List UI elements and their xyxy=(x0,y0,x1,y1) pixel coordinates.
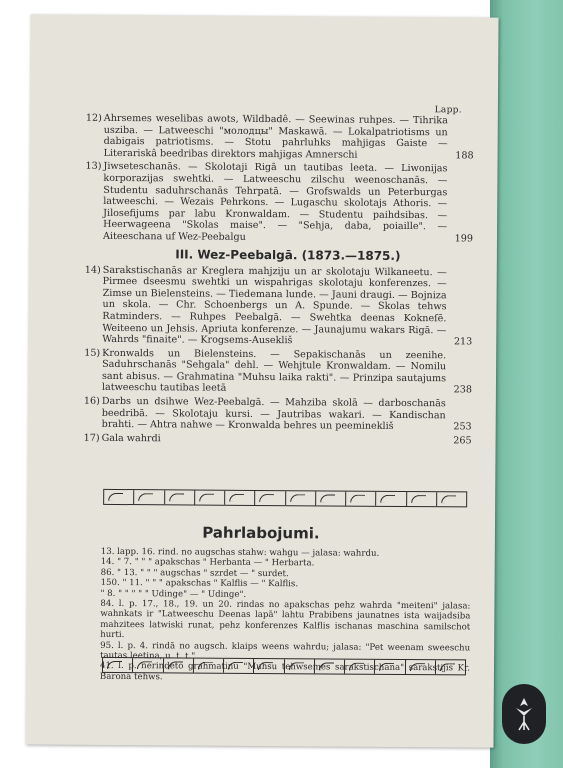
page-column-label: Lapp. xyxy=(434,105,462,116)
toc-entry-text: Gala wahrdi xyxy=(101,432,161,445)
toc-entry-text: Sarakstischanās ar Kreglera mahjziju un ar skolotaju Wilkaneetu. — Pirmee dseesmu swehtki un wispahrigas skolotaju konferenzes. — Zimse un Bielensteins. — Tiedemana lunde. — Jauni draugi. — Bojniza un skola. — Chr. Schoenbergs un A. Spunde. — Skolas tehws Ratminders. — Ruhpes Peebalgā. — Swehtka deenas Kokneſē. Weiteeno un Jehsis. Apriuta konferenze. — Jaunajumu wakars Rigā. — Wahrds "finaite". — Krogsems-Ausekliš xyxy=(102,264,447,347)
errata-row: 86. " 13. " " " augschas " szrdet — " surdet. xyxy=(100,567,289,580)
watermark-logo-icon xyxy=(502,684,546,744)
toc-entry-number: 13) xyxy=(85,161,102,173)
toc-entry xyxy=(83,395,472,433)
errata-row: " 8. " " " " " Udinge" — " Udinge". xyxy=(100,588,247,600)
errata-row: 150. " 11. " " " apakschas " Kalflis — " Kalflis. xyxy=(100,578,299,590)
toc-entry xyxy=(84,347,472,397)
toc-entry-text: Darbs un dsihwe Wez-Peebalgā. — Mahziba skolā — darboschanās beedribā. — Skolotaju kursi. — Jautribas wakari. — Kandischan brahti. — Ahtra nahwe — Kronwalda behres un peeminekliš xyxy=(101,395,446,433)
toc-entry-page: 265 xyxy=(453,435,472,447)
toc-entry xyxy=(83,432,472,447)
ornamental-border-bottom xyxy=(102,657,466,676)
toc-entry-page: 188 xyxy=(455,150,474,162)
toc-entry-text: Jiwseteschanās. — Skolotaji Rigā un tautibas leeta. — Liwonijas korporazijas swehtki. — Latweeschu zilschu weenoschanās. — Studentu saduhrschanās Tehrpatā. — Grofswalds un Peterburgas latweeschi. — Wezais Pehrkons. — Lugaschu skolotajs Athoris. — Jilosefijums par labu Kronwaldam. — Studentu paihdsibas. — Heerwageena "Skolas maise". — "Sehja, daba, poiaille". — Aiteeschana uf Wez-Peebalgu xyxy=(102,161,448,243)
errata-row: 95. l. p. 4. rindā no augsch. klaips weens wahrdu; jalasa: "Pet weenam sweeschu tautas leetina, u. t. t." xyxy=(100,640,471,662)
green-cover xyxy=(490,0,563,768)
book-page xyxy=(25,14,498,747)
ornamental-border-top xyxy=(103,489,467,508)
errata-row: 14. " 7. " " " apakschas " Herbanta — " Herbarta. xyxy=(100,557,315,569)
toc-entry xyxy=(85,112,474,162)
toc-entry-page: 238 xyxy=(453,384,472,396)
toc-entry-number: 15) xyxy=(84,347,101,359)
toc-entry-number: 12) xyxy=(85,112,102,124)
toc-entry-page: 199 xyxy=(454,233,474,245)
toc-entry-number: 14) xyxy=(84,264,101,276)
toc-entry-text: Kronwalds un Bielensteins. — Sepakischanās un zeenihe. Saduhrschanās "Sehgala" dehl. — Wehjtule Kronwaldam. — Nomilu sant abisus. — Grahmatina "Muhsu laika rakti". — Prinzipa sautajums latweeschu tautibas leetā xyxy=(101,347,447,395)
toc-entry-page: 213 xyxy=(453,336,473,348)
toc-entry-text: Ahrsemes weselibas awots, Wildbadê. — Seewinas ruhpes. — Tihrika usziba. — Latweeschi "молодцы" Maskawā. — Lokalpatriotisms un dabigais patriotisms. — Stotu pahrluhks mahjigas Gaiste — Literariskâ beedribas direktors mahjigas Amnerschi xyxy=(103,112,448,161)
table-of-contents xyxy=(83,112,474,449)
toc-entry xyxy=(84,264,473,348)
section-heading: III. Wez-Peebalgā. (1873.—1875.) xyxy=(175,246,401,263)
errata-row: 41. l. p. nerindeto grahmatinu "Muhsu tehwsemes sarakstischana" sarakstijis Kr. Barona tehws. xyxy=(99,661,471,683)
toc-entry xyxy=(85,161,474,245)
errata-row: 13. lapp. 16. rind. no augschas stahw: wahgu — jalasa: wahrdu. xyxy=(100,546,380,559)
toc-entry-number: 17) xyxy=(83,432,100,444)
errata-title: Pahrlabojumi. xyxy=(202,523,320,543)
errata-row: 84. l. p. 17., 18., 19. un 20. rindas no apakschas pehz wahrda "meiteni" jalasa: wahnkats ir "Latweeschu Deenas lapā" lahtu Prabibens jaunatnes ista waijadsiba mahzitees latwiski runat, pehz konferenzes Kalflis ischanas maschina samilschot hurti. xyxy=(100,598,471,641)
toc-entry-number: 16) xyxy=(83,395,100,407)
toc-entry-page: 253 xyxy=(453,421,472,433)
